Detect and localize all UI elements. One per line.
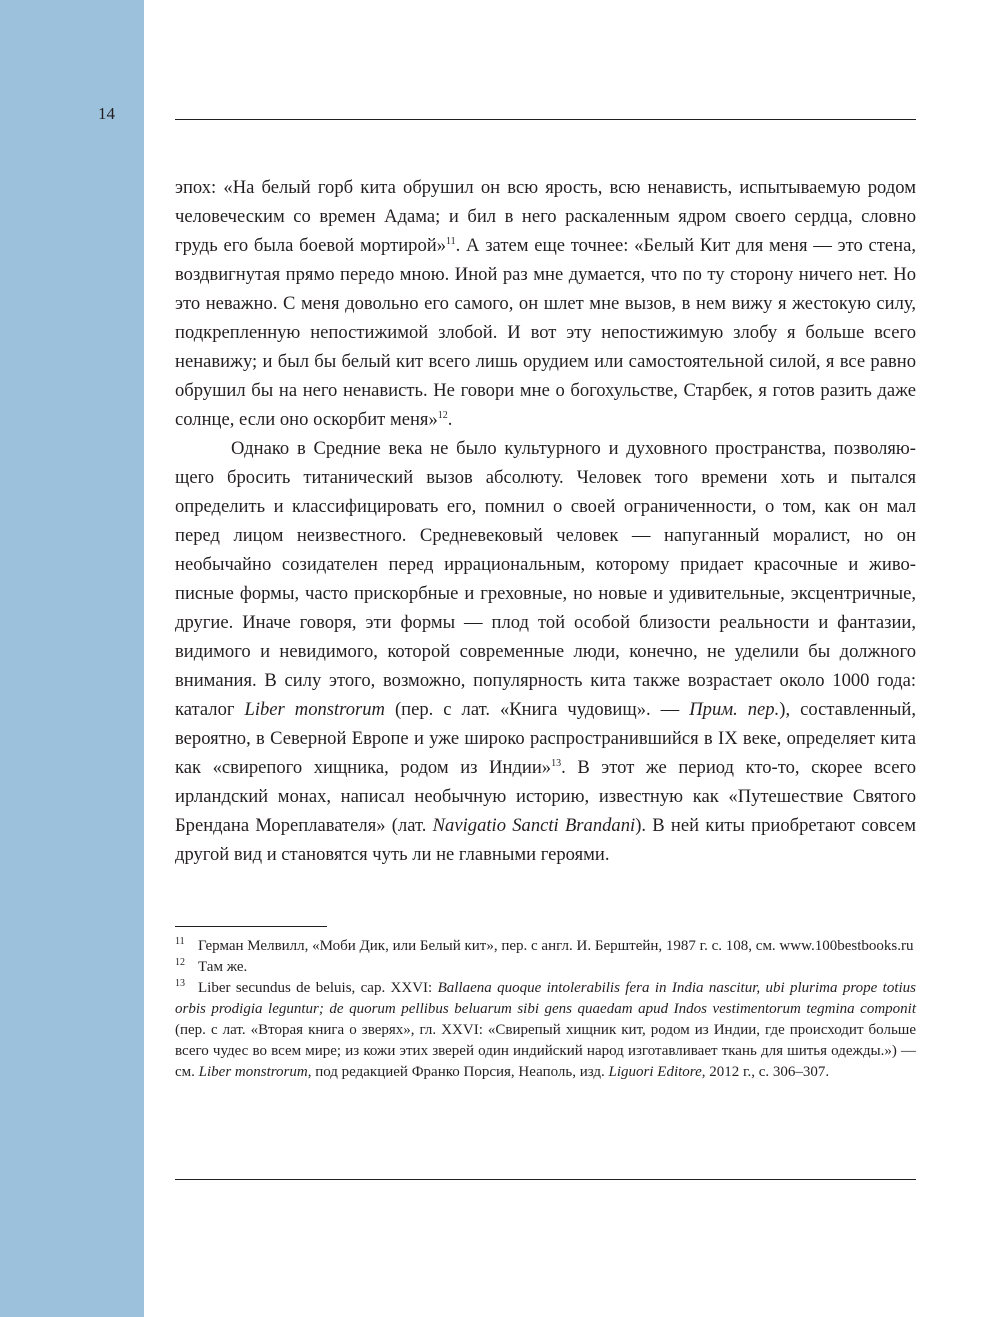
footnote-ref-13[interactable]: 13 bbox=[551, 757, 562, 769]
header-rule bbox=[175, 119, 916, 120]
paragraph-2-text-e: ). В ней киты приобретают совсем другой вид и становятся чуть ли не главными героями. bbox=[175, 815, 917, 865]
paragraph-2-text-b: (пер. с лат. «Книга чудовищ». — bbox=[385, 699, 690, 720]
paragraph-2-italic-b: Прим. пер. bbox=[689, 699, 780, 720]
body-text bbox=[175, 173, 916, 869]
footnote-text: Там же. bbox=[198, 959, 248, 975]
footnote-italic-a: Ballaena quoque intolerabilis fera in India nascitur, ubi plurima prope totius orbis prodigia leguntur; de quorum pellibus beluarum sibi gens quaedam apud Indos vestimentorum tegmina componit bbox=[175, 980, 916, 1017]
paragraph-2-text-a: Однако в Средние века не было культурного и духовного пространства, позволяющего бросить титанический вызов абсолюту. Человек того времени хоть и пытался определить и классифицировать его, помнил о своей ограниченности, о том, как он мал перед лицом неизвестного. Средневековый человек — напуганный моралист, но он необычайно созидателен перед иррациональным, которому придает красочные и живописные формы, часто прискорбные и греховные, но новые и удивительные, эксцентричные, другие. Иначе говоря, эти формы — плод той особой близости реальности и фантазии, видимого и невидимого, которой современные люди, конечно, не уделили бы должного внимания. В силу этого, возможно, популярность кита также возрастает около 1000 года: каталог bbox=[175, 438, 916, 720]
paragraph-2-italic-a: Liber monstrorum bbox=[244, 699, 385, 720]
paragraph-2-italic-c: Navigatio Sancti Brandani bbox=[432, 815, 636, 836]
footer-rule bbox=[175, 1179, 916, 1180]
footnote-text-c: , под редакцией Франко Порсия, Неаполь, изд. bbox=[307, 1064, 609, 1080]
footnote-ref-11[interactable]: 11 bbox=[446, 235, 456, 247]
paragraph-1 bbox=[175, 173, 916, 434]
paragraph-1-text-a: эпох: «На белый горб кита обрушил он всю ярость, всю ненависть, испытываемую родом человеческим со времен Адама; и бил в него раскаленным ядром своего сердца, словно грудь его была боевой мортирой» bbox=[175, 177, 916, 256]
footnote-11: 11 Герман Мелвилл, «Моби Дик, или Белый кит», пер. с англ. И. Берштейн, 1987 г. с. 108, см. www.100bestbooks.ru bbox=[175, 936, 914, 954]
paragraph-2 bbox=[175, 434, 916, 869]
paragraph-1-text-b: . А затем еще точнее: «Белый Кит для меня — это стена, воздвигнутая прямо передо мною. Иной раз мне думается, что по ту сторону ничего нет. Но это неважно. С меня довольно его самого, он шлет мне вызов, в нем вижу я жестокую силу, подкрепленную непостижимой злобой. И вот эту непостижимую злобу я больше всего ненавижу; и был бы белый кит всего лишь орудием или самостоятельной силой, я все равно обрушил бы на него ненависть. Не говори мне о богохульстве, Старбек, я готов разить даже солнце, если оно оскорбит меня» bbox=[175, 235, 916, 430]
footnote-13: 13 Liber secundus de beluis, cap. XXVI: Ballaena quoque intolerabilis fera in India nascitur, ubi plurima prope totius orbis prodigia leguntur; de quorum pellibus beluarum sibi gens quaedam apud Indos vestimentorum tegmina componit (пер. с лат. «Вторая книга о зверях», гл. XXVI: «Свирепый хищник кит, родом из Индии, где происходит больше всего чудес во всем мире; из кожи этих зверей один индийский народ изготавливает ткань для шитья одежды.») — см. Liber monstrorum, под редакцией Франко Порсия, Неаполь, изд. Liguori Editore, 2012 г., с. 306–307. bbox=[175, 978, 916, 1080]
footnote-text-a: Liber secundus de beluis, cap. XXVI: bbox=[198, 980, 438, 996]
paragraph-2-text-c: ), составленный, вероятно, в Северной Европе и уже широко распространившийся в IX веке, определяет кита как «свирепого хищника, родом из Индии» bbox=[175, 699, 917, 778]
footnote-ref-12[interactable]: 12 bbox=[437, 409, 448, 421]
footnote-italic-b: Liber monstrorum bbox=[198, 1064, 308, 1080]
page-number: 14 bbox=[98, 104, 115, 123]
footnote-italic-c: Liguori Editore bbox=[608, 1064, 702, 1080]
footnote-12: 12 Там же. bbox=[175, 957, 248, 975]
footnote-text-b: (пер. с лат. «Вторая книга о зверях», гл. XXVI: «Свирепый хищник кит, родом из Индии, где происходит больше всего чудес во всем мире; из кожи этих зверей один индийский народ изготавливает ткань для шитья одежды.») — см. bbox=[175, 1022, 916, 1080]
paragraph-2-text-d: . В этот же период кто-то, скорее всего ирландский монах, написал необычную историю, известную как «Путешествие Святого Брендана Мореплавателя» (лат. bbox=[175, 757, 916, 836]
side-color-band bbox=[0, 0, 144, 1317]
footnote-text-d: , 2012 г., с. 306–307. bbox=[701, 1064, 830, 1080]
paragraph-1-text-c: . bbox=[447, 409, 453, 430]
footnote-text: Герман Мелвилл, «Моби Дик, или Белый кит», пер. с англ. И. Берштейн, 1987 г. с. 108, см. www.100bestbooks.ru bbox=[198, 938, 914, 954]
footnotes bbox=[175, 936, 916, 1083]
footnote-separator bbox=[175, 926, 327, 927]
